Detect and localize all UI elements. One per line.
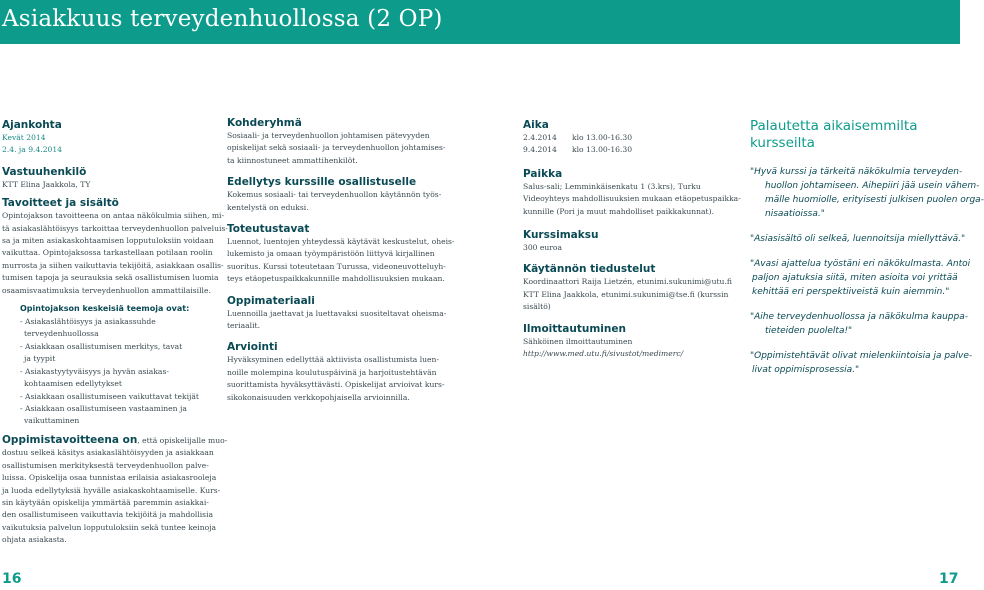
quote-line: huollon johtamiseen. Aihepiiri jää usein vähem- bbox=[765, 181, 980, 191]
quote-block bbox=[750, 165, 984, 221]
schedule-row bbox=[523, 144, 738, 156]
goals-heading: Tavoitteet ja sisältö bbox=[2, 197, 119, 210]
outcomes-line: vaikutuksia palvelun lopputuloksiin sekä tuntee keinoja bbox=[2, 522, 217, 532]
place-line: kunnille (Pori ja muut mahdolliset paikkakunnat). bbox=[523, 206, 714, 216]
assessment-line: Hyväksyminen edellyttää aktiivista osallistumista luen- bbox=[227, 355, 439, 365]
column-3 bbox=[523, 118, 741, 360]
quote-line: mälle huomiolle, erityisesti julkisen puolen orga- bbox=[765, 195, 984, 205]
materials-line: teriaalit. bbox=[227, 321, 260, 331]
outcomes-line: dostuu selkeä käsitys asiakaslähtöisyyden ja asiakkaan bbox=[2, 448, 214, 458]
outcomes-first-line bbox=[2, 434, 228, 447]
quote-line: "Hyvä kurssi ja tärkeitä näkökulmia terveyden- bbox=[750, 167, 963, 177]
time-heading: Aika bbox=[523, 119, 549, 131]
schedule-time: klo 13.00-16.30 bbox=[572, 145, 633, 155]
quote-line: "Asiasisältö oli selkeä, luennoitsija miellyttävä." bbox=[750, 234, 966, 244]
page-title: Asiakkuus terveydenhuollossa (2 OP) bbox=[2, 6, 443, 32]
goals-line: sa ja miten asiakaskohtaamisen lopputuloksiin voidaan bbox=[2, 236, 214, 246]
inquiries-line: KTT Elina Jaakkola, etunimi.sukunimi@tse.fi (kurssin bbox=[523, 289, 729, 299]
implementation-line: teys etäopetuspaikkakunnille mahdollisuuksien mukaan. bbox=[227, 274, 445, 284]
goals-line: murrosta ja siihen vaikuttavia tekijöitä, asiakkaan osallis- bbox=[2, 260, 224, 270]
list-item: vaikuttaminen bbox=[24, 416, 80, 426]
signup-heading: Ilmoittautuminen bbox=[523, 322, 626, 335]
feedback-title: kursseilta bbox=[750, 135, 815, 151]
outcomes-line: den osallistumiseen vaikuttavia tekijöitä ja mahdollisia bbox=[2, 510, 214, 520]
outcomes-line: luissa. Opiskelija osaa tunnistaa erilaisia asiakasrooleja bbox=[2, 473, 217, 483]
schedule-date: 2.4.2014 bbox=[523, 133, 557, 142]
signup-link[interactable]: http://www.med.utu.fi/sivustot/medimerc/ bbox=[523, 349, 684, 359]
assessment-line: suorittamista hyväksyttävästi. Opiskelijat arvioivat kurs- bbox=[227, 380, 445, 390]
target-heading: Kohderyhmä bbox=[227, 117, 302, 129]
page-number-right: 17 bbox=[939, 571, 959, 587]
column-2 bbox=[227, 116, 455, 404]
list-item: - Asiakkaan osallistumiseen vaikuttavat tekijät bbox=[20, 391, 199, 401]
assessment-line: noille molempina koulutuspäivinä ja harjoitustehtävän bbox=[227, 367, 437, 377]
place-line: Videoyhteys mahdollisuuksien mukaan etäopetuspaikka- bbox=[523, 194, 741, 204]
outcomes-line: osallistumisen merkityksestä terveydenhuollon palve- bbox=[2, 460, 209, 470]
goals-line: Opintojakson tavoitteena on antaa näkökulmia siihen, mi- bbox=[2, 211, 225, 221]
materials-line: Luennoilla jaettavat ja luettavaksi suositeltavat oheisma- bbox=[227, 308, 447, 318]
responsible-heading: Vastuuhenkilö bbox=[2, 165, 87, 178]
topics-list bbox=[20, 316, 212, 428]
title-banner bbox=[0, 0, 960, 44]
inquiries-heading: Käytännön tiedustelut bbox=[523, 263, 656, 276]
goals-line: vaikuttaa. Opintojaksossa tarkastellaan potilaan roolin bbox=[2, 248, 213, 258]
outcomes-line: ohjata asiakasta. bbox=[2, 535, 67, 545]
responsible-line: KTT Elina Jaakkola, TY bbox=[2, 179, 91, 189]
quote-line: "Aihe terveydenhuollossa ja näkökulma kauppa- bbox=[750, 312, 968, 322]
prereq-heading: Edellytys kurssille osallistuselle bbox=[227, 176, 417, 189]
list-item: terveydenhuollossa bbox=[24, 329, 99, 339]
timing-heading: Ajankohta bbox=[2, 119, 62, 131]
outcomes-line: ja luoda edellytyksiä hyvälle asiakaskohtaamiselle. Kurs- bbox=[2, 485, 221, 495]
prereq-line: kentelystä on eduksi. bbox=[227, 202, 309, 212]
materials-heading: Oppimateriaali bbox=[227, 294, 315, 307]
page-number-left: 16 bbox=[2, 571, 22, 587]
column-4 bbox=[750, 118, 984, 377]
list-item: ja tyypit bbox=[24, 354, 56, 364]
list-item: - Asiakkaan osallistumiseen vastaaminen ja bbox=[20, 403, 187, 413]
implementation-line: suoritus. Kurssi toteutetaan Turussa, videoneuvotteluyh- bbox=[227, 261, 446, 271]
place-heading: Paikka bbox=[523, 167, 563, 180]
goals-line: tä asiakaslähtöisyys tarkoittaa terveydenhuollon palveluis- bbox=[2, 223, 228, 233]
timing-line-2: 2.4. ja 9.4.2014 bbox=[2, 145, 63, 155]
fee-line: 300 euroa bbox=[523, 243, 563, 253]
implementation-heading: Toteutustavat bbox=[227, 223, 310, 236]
place-line: Salus-sali; Lemminkäisenkatu 1 (3.krs), Turku bbox=[523, 181, 701, 191]
quote-line: livat oppimisprosessia." bbox=[752, 365, 860, 375]
quote-line: "Avasi ajattelua työstäni eri näkökulmasta. Antoi bbox=[750, 259, 971, 269]
schedule-row bbox=[523, 132, 738, 144]
goals-line: tumisen tapoja ja seurauksia sekä osallistumisen luomia bbox=[2, 273, 219, 283]
quote-line: kehittää eri perspektiiveistä kuin aiemmin." bbox=[752, 287, 950, 297]
quote-block bbox=[750, 349, 973, 377]
inquiries-line: sisältö) bbox=[523, 302, 551, 312]
target-line: ta kiinnostuneet ammattihenkilöt. bbox=[227, 155, 358, 165]
quote-line: nisaatioissa." bbox=[765, 209, 825, 219]
timing-line-1: Kevät 2014 bbox=[2, 133, 46, 142]
column-1 bbox=[2, 118, 228, 428]
quote-line: paljon ajatuksia siitä, miten asioita voi yrittää bbox=[752, 273, 958, 283]
quote-line: tieteiden puolelta!" bbox=[765, 326, 853, 336]
target-line: opiskelijat sekä sosiaali- ja terveydenhuollon johtamises- bbox=[227, 143, 446, 153]
quote-line: "Oppimistehtävät olivat mielenkiintoisia ja palve- bbox=[750, 351, 973, 361]
fee-heading: Kurssimaksu bbox=[523, 229, 599, 242]
schedule-date: 9.4.2014 bbox=[523, 145, 557, 155]
outcomes-block bbox=[2, 434, 228, 547]
implementation-line: lukemisto ja omaan työympäristöön liittyvä kirjallinen bbox=[227, 249, 435, 259]
assessment-heading: Arviointi bbox=[227, 341, 278, 354]
outcomes-heading: Oppimistavoitteena on bbox=[2, 434, 138, 446]
outcomes-first-rest: , että opiskelijalle muo- bbox=[137, 436, 228, 445]
outcomes-line: sin käytyään opiskelija ymmärtää paremmin asiakkai- bbox=[2, 498, 209, 508]
list-item: - Asiakastyytyväisyys ja hyvän asiakas- bbox=[20, 366, 169, 376]
topics-heading: Opintojakson keskeisiä teemoja ovat: bbox=[20, 304, 190, 314]
quote-block bbox=[750, 257, 971, 299]
schedule-time: klo 13.00-16.30 bbox=[572, 133, 633, 142]
list-item: - Asiakkaan osallistumisen merkitys, tavat bbox=[20, 341, 183, 351]
signup-line: Sähköinen ilmoittautuminen bbox=[523, 336, 633, 346]
quote-block bbox=[750, 310, 968, 338]
inquiries-line: Koordinaattori Raija Lietzén, etunimi.sukunimi@utu.fi bbox=[523, 277, 732, 287]
target-line: Sosiaali- ja terveydenhuollon johtamisen pätevyyden bbox=[227, 131, 430, 140]
implementation-line: Luennot, luentojen yhteydessä käytävät keskustelut, oheis- bbox=[227, 237, 455, 247]
quote-block bbox=[750, 232, 966, 246]
goals-line: osaamisvaatimuksia terveydenhuollon ammattilaisille. bbox=[2, 285, 211, 295]
list-item: kohtaamisen edellytykset bbox=[24, 379, 122, 389]
prereq-line: Kokemus sosiaali- tai terveydenhuollon käytännön työs- bbox=[227, 190, 442, 200]
feedback-title: Palautetta aikaisemmilta bbox=[750, 118, 918, 134]
assessment-line: sikokonaisuuden verkkopohjaisella arvioinnilla. bbox=[227, 392, 410, 402]
list-item: - Asiakaslähtöisyys ja asiakassuhde bbox=[20, 317, 156, 327]
